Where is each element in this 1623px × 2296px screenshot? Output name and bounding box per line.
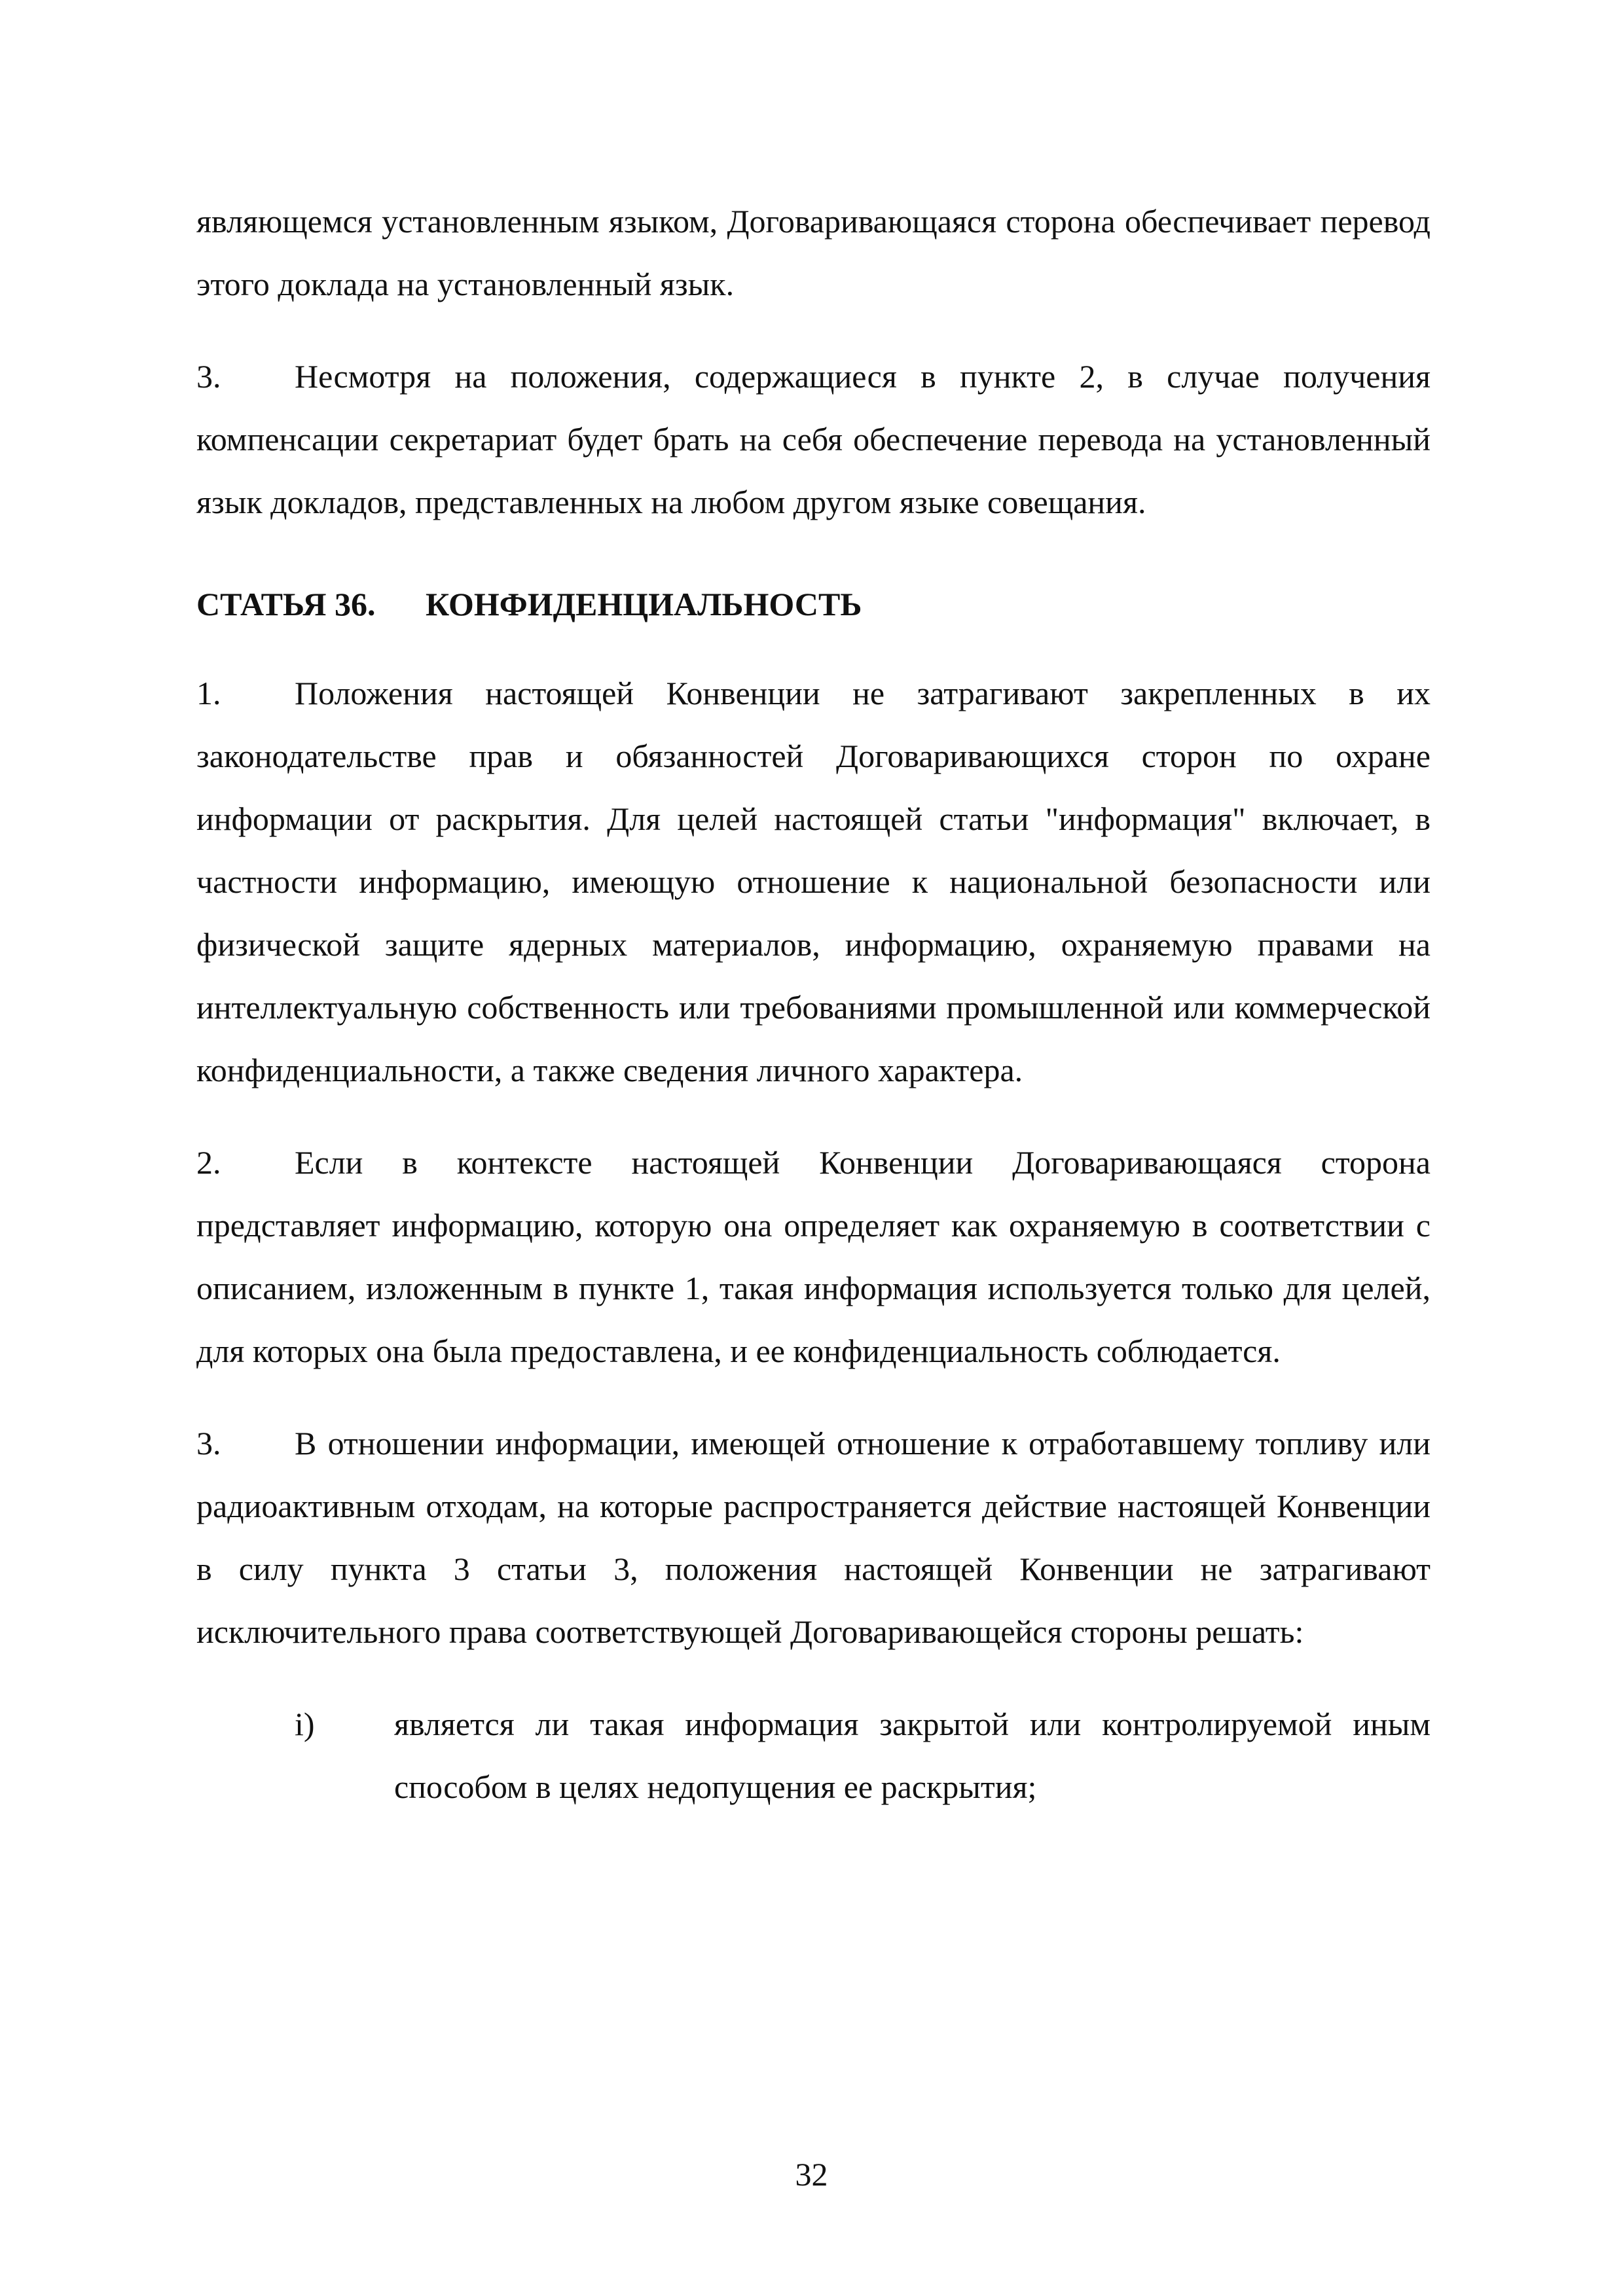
- paragraph-text: Несмотря на положения, содержащиеся в пункте 2, в случае получения компенсации секретариат будет брать на себя обеспечение перевода на установленный язык докладов, представленных на любом другом языке совещания.: [196, 358, 1431, 520]
- article-label: СТАТЬЯ 36.: [196, 586, 376, 622]
- subitem-text: является ли такая информация закрытой или контролируемой иным способом в целях недопущения ее раскрытия;: [394, 1706, 1431, 1805]
- subitem-number: i): [295, 1706, 315, 1742]
- paragraph-number: 2.: [196, 1144, 221, 1181]
- page-number: 32: [795, 2156, 828, 2193]
- subitem-i: [196, 1693, 1431, 1818]
- paragraph-number: 1.: [196, 675, 221, 711]
- paragraph-text: В отношении информации, имеющей отношение к отработавшему топливу или радиоактивным отходам, на которые распространяется действие настоящей Конвенции в силу пункта 3 статьи 3, положения настоящей Конвенции не затрагивают исключительного права соответствующей Договаривающейся стороны решать:: [196, 1425, 1431, 1650]
- paragraph-text: Положения настоящей Конвенции не затрагивают закрепленных в их законодательстве прав и обязанностей Договаривающихся сторон по охране информации от раскрытия. Для целей настоящей статьи "информация" включает, в частности информацию, имеющую отношение к национальной безопасности или физической защите ядерных материалов, информацию, охраняемую правами на интеллектуальную собственность или требованиями промышленной или коммерческой конфиденциальности, а также сведения личного характера.: [196, 675, 1431, 1088]
- document-page: [196, 190, 1431, 1818]
- paragraph-number: 3.: [196, 358, 221, 395]
- paragraph-1: [196, 662, 1431, 1102]
- article-heading: [196, 573, 1431, 636]
- paragraph-3-previous: [196, 345, 1431, 533]
- paragraph-number: 3.: [196, 1425, 221, 1462]
- paragraph-text: Если в контексте настоящей Конвенции Договаривающаяся сторона представляет информацию, которую она определяет как охраняемую в соответствии с описанием, изложенным в пункте 1, такая информация используется только для целей, для которых она была предоставлена, и ее конфиденциальность соблюдается.: [196, 1144, 1431, 1369]
- paragraph-3: [196, 1412, 1431, 1663]
- paragraph-2: [196, 1131, 1431, 1382]
- intro-paragraph: являющемся установленным языком, Договаривающаяся сторона обеспечивает перевод этого доклада на установленный язык.: [196, 203, 1431, 302]
- article-title: КОНФИДЕНЦИАЛЬНОСТЬ: [426, 586, 862, 622]
